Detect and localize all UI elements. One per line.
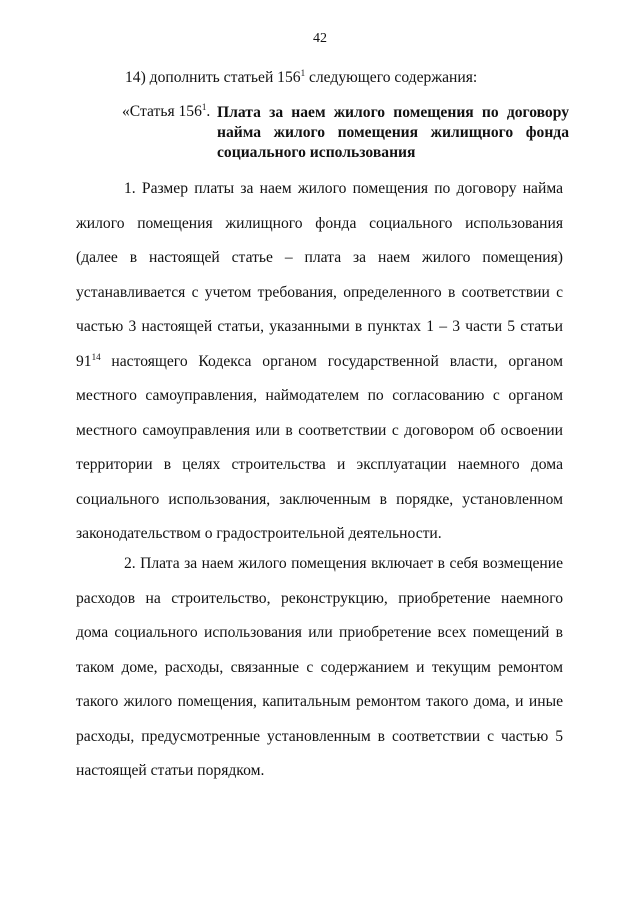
- article-label-suffix: .: [206, 103, 211, 120]
- paragraph-2: 2. Плата за наем жилого помещения включает в себя возмещение расходов на строительство, реконструкцию, приобретение наемного дома социального использования или приобретение всех помещений в таком доме, расходы, связанные с содержанием и текущим ремонтом такого жилого помещения, капитальным ремонтом такого дома, и иные расходы, предусмотренные установленным в соответствии с частью 5 настоящей статьи порядком.: [76, 555, 563, 779]
- intro-text: 14) дополнить статьей 156: [125, 69, 301, 86]
- article-label: [122, 103, 210, 121]
- article-label-text: «Статья 156: [122, 103, 202, 120]
- intro-text-end: следующего содержания:: [305, 69, 478, 86]
- amendment-intro: [125, 69, 477, 87]
- article-label-superscript: 1: [201, 102, 207, 112]
- paragraph-1-superscript: 14: [91, 351, 101, 362]
- paragraph-1-text-end: настоящего Кодекса органом государственной власти, органом местного самоуправления, наймодателем по согласованию с органом местного самоуправления или в соответствии с договором об освоении территории в целях строительства и эксплуатации наемного дома социального использования, заключенным в порядке, установленном законодательством о градостроительной деятельности.: [76, 352, 563, 542]
- page-number: 42: [313, 31, 327, 46]
- paragraph-1: [76, 172, 563, 552]
- article-title: Плата за наем жилого помещения по договору найма жилого помещения жилищного фонда социального использования: [217, 104, 569, 161]
- intro-superscript: 1: [300, 68, 306, 78]
- paragraph-1-text: 1. Размер платы за наем жилого помещения по договору найма жилого помещения жилищного фонда социального использования (далее в настоящей статье – плата за наем жилого помещения) устанавливается с учетом требования, определенного в соответствии с частью 3 настоящей статьи, указанными в пунктах 1 – 3 части 5 статьи 91: [76, 180, 563, 370]
